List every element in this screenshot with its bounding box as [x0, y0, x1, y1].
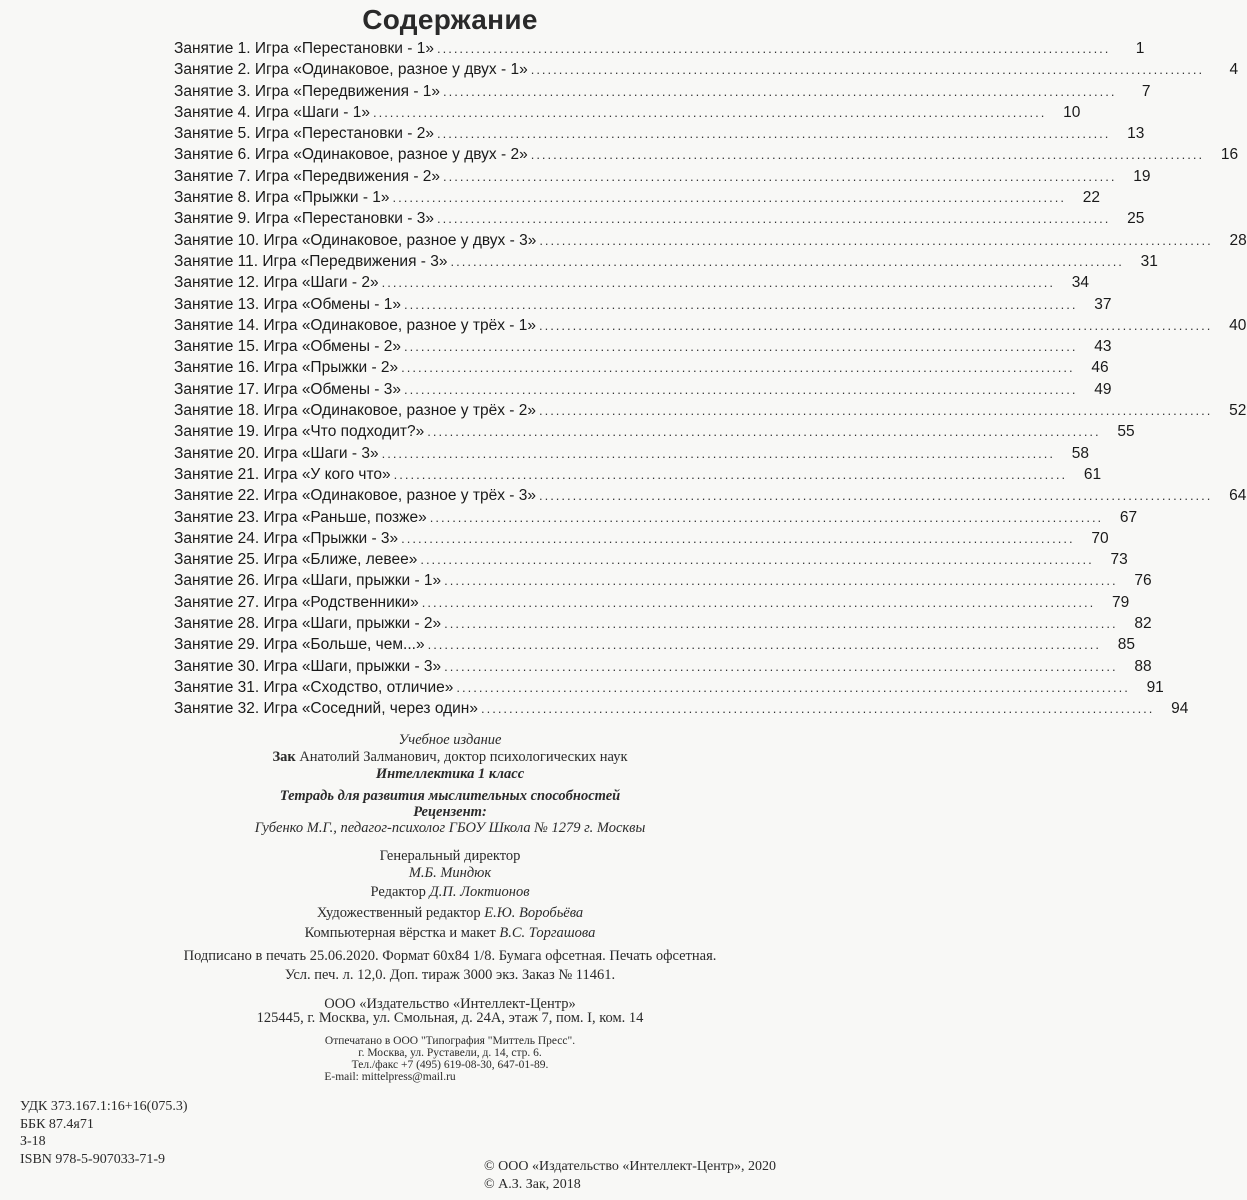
toc-page-number: 55	[1117, 423, 1135, 441]
toc-entry-title: Занятие 30. Игра «Шаги, прыжки - 3»	[174, 657, 442, 675]
reviewer: Губенко М.Г., педагог-психолог ГБОУ Школа № 1279 г. Москвы	[254, 820, 646, 836]
toc-entry	[174, 82, 1151, 104]
toc-leader-dots: ........................................................................................................................	[436, 126, 1111, 142]
copyright-block	[484, 1158, 776, 1193]
toc-entry	[174, 252, 1158, 274]
bbk-code: ББК 87.4я71	[20, 1116, 94, 1132]
toc-page-number: 76	[1134, 572, 1152, 590]
toc-entry-title: Занятие 6. Игра «Одинаковое, разное у двух - 2»	[174, 146, 528, 164]
author-details: Анатолий Залманович, доктор психологических наук	[299, 749, 628, 765]
toc-leader-dots: ........................................................................................................................	[436, 211, 1111, 227]
toc-page-number: 70	[1091, 529, 1109, 547]
toc-page-number: 4	[1229, 61, 1239, 79]
toc-entry	[174, 678, 1164, 700]
isbn: ISBN 978-5-907033-71-9	[20, 1151, 166, 1167]
toc-leader-dots: ........................................................................................................................	[538, 488, 1213, 504]
toc-page-number: 91	[1146, 678, 1164, 696]
toc-entry-title: Занятие 17. Игра «Обмены - 3»	[174, 380, 402, 398]
toc-page-number: 67	[1119, 508, 1138, 526]
toc-page-number: 94	[1171, 700, 1189, 718]
toc-entry	[174, 380, 1112, 402]
toc-entry-title: Занятие 5. Игра «Перестановки - 2»	[174, 125, 434, 143]
toc-entry	[174, 338, 1112, 359]
toc-entry	[174, 189, 1100, 210]
toc-entry	[174, 423, 1135, 444]
toc-entry	[174, 529, 1109, 551]
toc-leader-dots: ........................................................................................................................	[381, 445, 1056, 461]
toc-leader-dots: ........................................................................................................................	[538, 403, 1213, 419]
toc-leader-dots: ........................................................................................................................	[404, 339, 1078, 355]
editor-name: Д.П. Локтионов	[429, 884, 530, 900]
udk-code: УДК 373.167.1:16+16(075.3)	[20, 1099, 188, 1114]
toc-entry	[174, 444, 1090, 466]
layout-line	[0, 925, 900, 942]
copyright-author: © А.З. Зак, 2018	[484, 1176, 581, 1192]
editor-line	[0, 884, 900, 901]
toc-entry	[174, 508, 1138, 530]
toc-page-number: 52	[1229, 402, 1247, 420]
toc-entry-title: Занятие 26. Игра «Шаги, прыжки - 1»	[174, 572, 442, 590]
toc-leader-dots: ........................................................................................................................	[450, 253, 1124, 269]
toc-page-number: 49	[1094, 380, 1112, 398]
toc-leader-dots: ........................................................................................................................	[404, 296, 1078, 312]
toc-page-number: 73	[1110, 551, 1128, 569]
toc-entry	[174, 125, 1145, 146]
toc-entry	[174, 167, 1151, 189]
editor-label: Редактор	[370, 884, 426, 900]
toc-page-number: 43	[1094, 338, 1112, 356]
author-line	[0, 749, 900, 766]
toc-entry	[174, 465, 1102, 487]
print-info-line2: Усл. печ. л. 12,0. Доп. тираж 3000 экз. Заказ № 11461.	[284, 967, 616, 983]
toc-entry-title: Занятие 4. Игра «Шаги - 1»	[174, 103, 370, 121]
toc-page-number: 82	[1134, 615, 1152, 633]
toc-page-number: 34	[1071, 274, 1090, 292]
director-label: Генеральный директор	[379, 848, 521, 864]
toc-entry-title: Занятие 14. Игра «Одинаковое, разное у трёх - 1»	[174, 316, 536, 334]
toc-page-number: 7	[1141, 82, 1151, 100]
toc-page-number: 61	[1083, 465, 1102, 483]
toc-leader-dots: ........................................................................................................................	[392, 190, 1066, 206]
art-editor-name: Е.Ю. Воробьёва	[484, 905, 584, 921]
toc-entry-title: Занятие 22. Игра «Одинаковое, разное у трёх - 3»	[174, 487, 536, 505]
toc-page-number: 64	[1229, 487, 1247, 505]
toc-leader-dots: ........................................................................................................................	[436, 41, 1111, 56]
toc-page-number: 1	[1135, 40, 1145, 57]
toc-leader-dots: ........................................................................................................................	[427, 424, 1101, 440]
toc-page-number: 25	[1127, 210, 1145, 228]
toc-entry-title: Занятие 31. Игра «Сходство, отличие»	[174, 678, 454, 696]
toc-entry-title: Занятие 12. Игра «Шаги - 2»	[174, 274, 379, 292]
toc-entry	[174, 636, 1135, 657]
toc-page-number: 16	[1220, 146, 1239, 164]
toc-page-number: 88	[1134, 657, 1152, 675]
toc-entry	[174, 359, 1109, 380]
reviewer-label: Рецензент:	[413, 804, 487, 820]
toc-entry	[174, 700, 1189, 721]
toc-leader-dots: ........................................................................................................................	[429, 509, 1104, 525]
toc-leader-dots: ........................................................................................................................	[421, 594, 1096, 610]
toc-entry-title: Занятие 1. Игра «Перестановки - 1»	[174, 40, 434, 57]
toc-page-number: 28	[1229, 231, 1247, 249]
toc-leader-dots: ........................................................................................................................	[530, 62, 1205, 78]
art-editor-line	[0, 905, 900, 922]
toc-entry-title: Занятие 7. Игра «Передвижения - 2»	[174, 167, 441, 185]
printer-line2: г. Москва, ул. Руставели, д. 14, стр. 6.	[358, 1047, 542, 1059]
toc-leader-dots: ........................................................................................................................	[530, 147, 1205, 163]
toc-leader-dots: ........................................................................................................................	[420, 552, 1094, 568]
toc-entry	[174, 572, 1152, 593]
toc-page-number: 31	[1140, 252, 1158, 270]
copyright-publisher: © ООО «Издательство «Интеллект-Центр», 2020	[484, 1159, 777, 1174]
toc-leader-dots: ........................................................................................................................	[443, 83, 1117, 99]
author-mark: З-18	[20, 1134, 46, 1149]
toc-entry-title: Занятие 3. Игра «Передвижения - 1»	[174, 82, 441, 100]
toc-entry	[174, 210, 1145, 231]
layout-name: В.С. Торгашова	[499, 925, 596, 941]
toc-entry-title: Занятие 15. Игра «Обмены - 2»	[174, 338, 402, 356]
toc-entry	[174, 61, 1239, 82]
toc-entry	[174, 316, 1247, 338]
toc-leader-dots: ........................................................................................................................	[480, 701, 1155, 717]
toc-leader-dots: ........................................................................................................................	[427, 637, 1101, 653]
toc-entry-title: Занятие 16. Игра «Прыжки - 2»	[174, 359, 399, 377]
toc-entry-title: Занятие 13. Игра «Обмены - 1»	[174, 295, 402, 313]
toc-entry-title: Занятие 9. Игра «Перестановки - 3»	[174, 210, 434, 228]
toc-page-number: 46	[1091, 359, 1109, 377]
publisher-name: ООО «Издательство «Интеллект-Центр»	[324, 996, 576, 1012]
print-info-line1: Подписано в печать 25.06.2020. Формат 60x84 1/8. Бумага офсетная. Печать офсетная.	[183, 948, 717, 964]
toc-entry-title: Занятие 23. Игра «Раньше, позже»	[174, 508, 427, 526]
toc-entry	[174, 146, 1239, 167]
toc-page-number: 37	[1094, 295, 1112, 313]
toc-leader-dots: ........................................................................................................................	[381, 275, 1056, 291]
page-title: Содержание	[362, 4, 538, 35]
toc-entry	[174, 615, 1152, 636]
toc-entry	[174, 40, 1145, 61]
toc-entry-title: Занятие 11. Игра «Передвижения - 3»	[174, 252, 448, 270]
toc-entry-title: Занятие 25. Игра «Ближе, левее»	[174, 551, 418, 569]
toc-entry-title: Занятие 20. Игра «Шаги - 3»	[174, 444, 379, 462]
director-name: М.Б. Миндюк	[408, 865, 492, 881]
toc-page-number: 13	[1127, 125, 1145, 143]
table-of-contents	[174, 40, 1247, 722]
toc-page-number: 40	[1229, 316, 1247, 334]
toc-entry-title: Занятие 21. Игра «У кого что»	[174, 465, 391, 483]
toc-entry	[174, 593, 1130, 615]
toc-entry	[174, 231, 1247, 253]
toc-leader-dots: ........................................................................................................................	[538, 317, 1213, 333]
toc-entry-title: Занятие 10. Игра «Одинаковое, разное у двух - 3»	[174, 231, 537, 249]
toc-leader-dots: ........................................................................................................................	[444, 616, 1118, 632]
toc-entry-title: Занятие 32. Игра «Соседний, через один»	[174, 700, 478, 718]
toc-entry-title: Занятие 28. Игра «Шаги, прыжки - 2»	[174, 615, 442, 633]
toc-entry	[174, 551, 1128, 572]
toc-entry-title: Занятие 2. Игра «Одинаковое, разное у двух - 1»	[174, 61, 528, 79]
toc-leader-dots: ........................................................................................................................	[444, 573, 1118, 589]
printer-line3: Тел./факс +7 (495) 619-08-30, 647-01-89.	[351, 1059, 549, 1071]
toc-page-number: 10	[1063, 103, 1081, 121]
printer-email: E-mail: mittelpress@mail.ru	[324, 1071, 456, 1083]
toc-entry-title: Занятие 24. Игра «Прыжки - 3»	[174, 529, 399, 547]
layout-label: Компьютерная вёрстка и макет	[304, 925, 496, 941]
toc-leader-dots: ........................................................................................................................	[393, 466, 1068, 482]
toc-page-number: 79	[1111, 593, 1130, 611]
toc-page-number: 22	[1082, 189, 1100, 207]
toc-leader-dots: ........................................................................................................................	[372, 104, 1047, 120]
publisher-address: 125445, г. Москва, ул. Смольная, д. 24А, этаж 7, пом. I, ком. 14	[256, 1010, 644, 1026]
toc-leader-dots: ........................................................................................................................	[444, 658, 1118, 674]
toc-entry	[174, 657, 1152, 679]
toc-page-number: 58	[1071, 444, 1090, 462]
toc-page-number: 19	[1133, 167, 1151, 185]
edition-type: Учебное издание	[398, 732, 502, 748]
toc-entry	[174, 103, 1081, 125]
toc-page-number: 85	[1117, 636, 1135, 654]
book-subtitle: Тетрадь для развития мыслительных способностей	[279, 788, 621, 804]
toc-entry	[174, 402, 1247, 423]
toc-entry	[174, 487, 1247, 508]
printer-line1: Отпечатано в ООО "Типография "Миттель Пресс".	[324, 1035, 576, 1047]
toc-entry	[174, 295, 1112, 317]
toc-entry-title: Занятие 27. Игра «Родственники»	[174, 593, 419, 611]
toc-leader-dots: ........................................................................................................................	[456, 679, 1130, 695]
toc-leader-dots: ........................................................................................................................	[404, 381, 1078, 397]
toc-entry-title: Занятие 29. Игра «Больше, чем...»	[174, 636, 425, 654]
book-title: Интеллектика 1 класс	[375, 766, 525, 782]
toc-leader-dots: ........................................................................................................................	[401, 360, 1075, 376]
classification-block	[20, 1098, 188, 1168]
toc-leader-dots: ........................................................................................................................	[443, 168, 1117, 184]
art-editor-label: Художественный редактор	[316, 905, 481, 921]
toc-entry-title: Занятие 8. Игра «Прыжки - 1»	[174, 189, 390, 207]
toc-entry-title: Занятие 18. Игра «Одинаковое, разное у трёх - 2»	[174, 402, 536, 420]
toc-leader-dots: ........................................................................................................................	[539, 232, 1213, 248]
author-surname: Зак	[272, 749, 296, 765]
toc-entry-title: Занятие 19. Игра «Что подходит?»	[174, 423, 425, 441]
toc-entry	[174, 274, 1090, 295]
toc-leader-dots: ........................................................................................................................	[401, 530, 1075, 546]
